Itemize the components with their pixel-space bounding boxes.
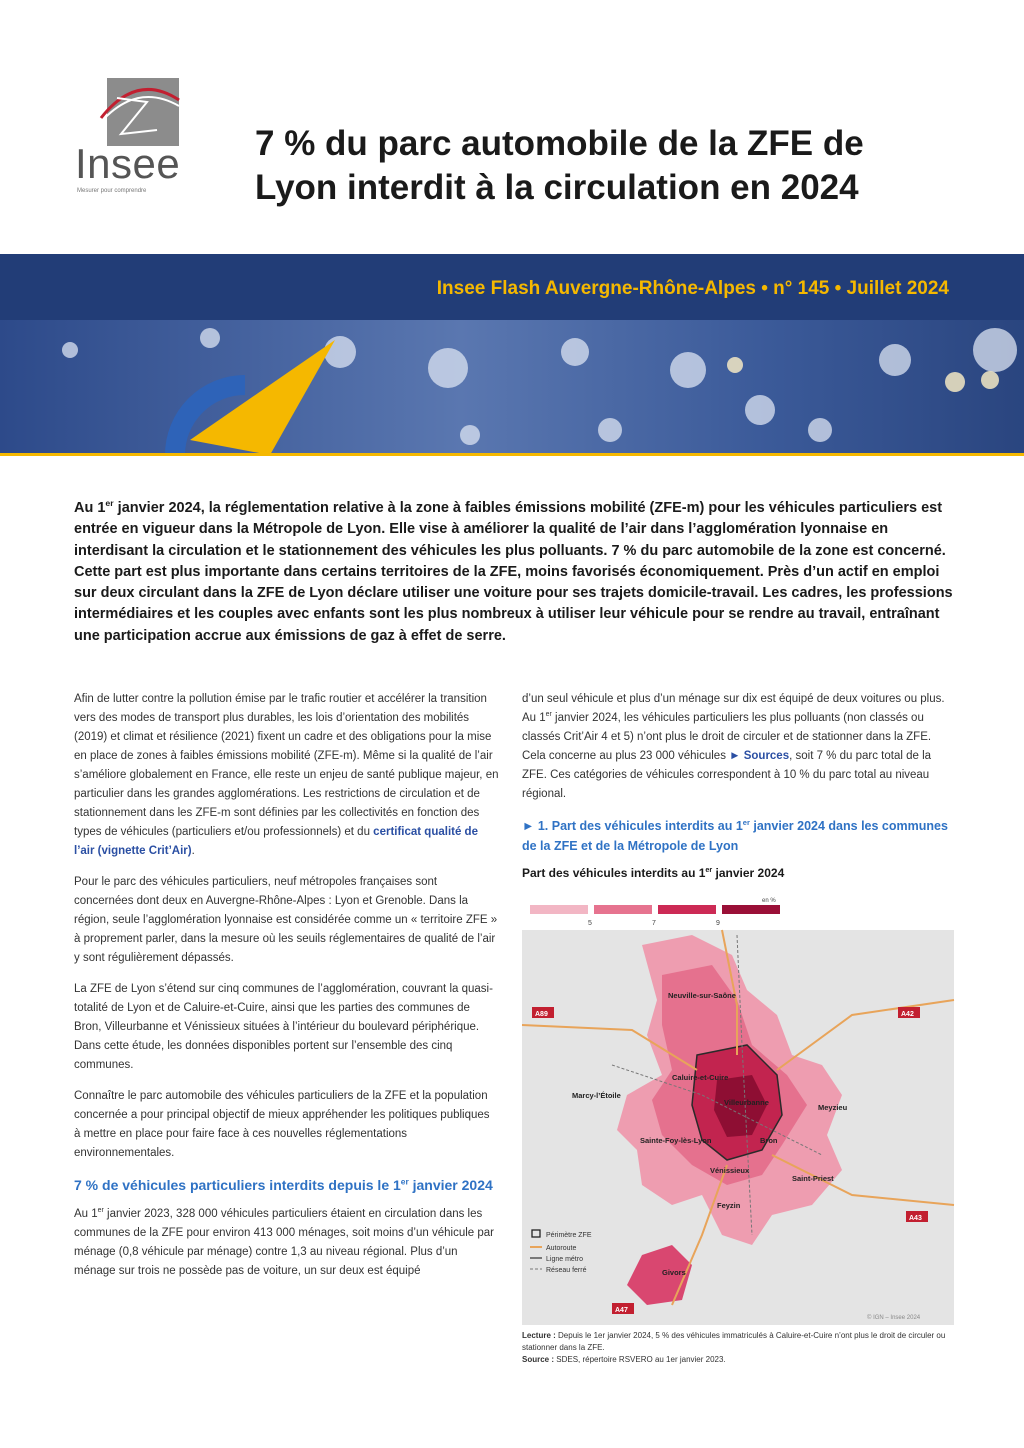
paragraph-sup: er [545,711,552,719]
road-label: A43 [909,1215,922,1222]
lead-text: janvier 2024, la réglementation relative à la zone à faibles émissions mobilité (ZFE-m) pour les véhicules particuliers est entrée en vigueur dans la Métropole de Lyon. Elle vise à améliorer la qualité de l’air dans l’agglomération lyonnaise en interdisant la circulation et le stationnement des véhicules les plus polluants. 7 % du parc automobile de la zone est concerné. Cette part est plus importante dans certains territoires de la ZFE, moins favorisés économiquement. Près d’un actif en emploi sur deux circulant dans la ZFE de Lyon déclare utiliser une voiture pour ses trajets domicile-travail. Les cadres, les professions intermédiaires et les couples avec enfants sont les plus nombreux à utiliser leur véhicule pour se rendre au travail, entraînant une participation accrue aux émissions de gaz à effet de serre. [74,500,953,644]
paragraph-text: Au 1 [522,712,546,724]
paragraph-text: janvier 2024, les véhicules particuliers les plus polluants (non classés ou classés Crit’Air 4 et 5) n’ont plus le droit de circuler et de stationner dans la ZFE. Cela concerne au plus 23 000 véhicules [522,712,932,762]
paragraph [74,690,499,861]
key-label: Réseau ferré [546,1267,587,1274]
legend-break-2: 7 [652,920,656,927]
figure-title-text: ► 1. Part des véhicules interdits au 1 [522,819,743,833]
figure-subtitle [522,864,954,882]
source-text: SDES, répertoire RSVERO au 1er janvier 2023. [554,1355,726,1364]
publication-label: Insee Flash Auvergne-Rhône-Alpes • n° 145 • Juillet 2024 [436,278,949,299]
legend-unit: en % [762,898,776,904]
publication-band [0,254,1024,322]
paragraph: La ZFE de Lyon s’étend sur cinq communes de l’agglomération, couvrant la quasi-totalité de Lyon et de Caluire-et-Cuire, ainsi que les parties des communes de Bron, Villeurbanne et Vénissieux situées à l’intérieur du boulevard périphérique. Dans cette étude, les données disponibles portent sur l’ensemble des cinq communes. [74,983,493,1071]
place-label: Feyzin [717,1201,741,1210]
place-label: Marcy-l’Étoile [572,1091,621,1100]
heading-text: 7 % de véhicules particuliers interdits depuis le 1 [74,1177,401,1193]
lecture-label: Lecture : [522,1331,556,1340]
logo-word: Insee [75,140,181,187]
place-label: Saint-Priest [792,1174,834,1183]
place-label: Sainte-Foy-lès-Lyon [640,1136,712,1145]
map-credit: © IGN – Insee 2024 [867,1315,921,1321]
heading-text-end: janvier 2024 [408,1177,493,1193]
source-label: Source : [522,1355,555,1364]
paragraph-sup: er [97,1207,104,1215]
logo-emblem [107,78,179,146]
paragraph-text: Au 1 [74,1208,98,1220]
road-label: A47 [615,1307,628,1314]
sources-link[interactable]: ► Sources [729,750,790,762]
logo-tagline: Mesurer pour comprendre [77,188,147,194]
figure-title[interactable] [522,816,954,856]
place-label: Neuville-sur-Saône [668,991,736,1000]
lead-prefix: Au 1 [74,500,106,516]
key-label: Autoroute [546,1245,577,1252]
lecture-text: Depuis le 1er janvier 2024, 5 % des véhicules immatriculés à Caluire-et-Cuire n’ont plus le droit de circuler ou stationner dans la ZFE. [522,1331,946,1352]
zfe-map [522,898,954,1325]
place-label: Caluire-et-Cuire [672,1073,729,1082]
legend-break-1: 5 [588,920,592,927]
paragraph-end: . [191,845,195,857]
legend-swatch-3 [658,905,716,914]
page-title: 7 % du parc automobile de la ZFE de Lyon interdit à la circulation en 2024 [255,124,864,207]
road-label: A42 [901,1011,914,1018]
lead-paragraph [74,498,954,647]
paragraph-text: Afin de lutter contre la pollution émise par le trafic routier et accélérer la transition vers des modes de transport plus durables, les lois d’orientation des mobilités (2019) et climat et résilience (2021) fixent un cadre et des obligations pour la mise en place de zones à faibles émissions mobilité (ZFE-m). Même si la qualité de l’air s’améliore globalement en France, elle reste un enjeu de santé publique majeur, en particulier dans les grandes agglomérations. Les restrictions de circulation et de stationnement dans les ZFE-m sont définies par les collectivités en fonction des types de véhicules (particuliers et/ou professionnels) et du [74,693,499,838]
figure-subtitle-sup: er [705,865,713,874]
place-label: Vénissieux [710,1166,750,1175]
figure-subtitle-text: Part des véhicules interdits au 1 [522,866,706,880]
place-label: Givors [662,1268,686,1277]
key-label: Périmètre ZFE [546,1232,592,1239]
hero-banner [0,320,1024,455]
lecture-note [522,1330,954,1354]
figure-title-sup: er [742,817,750,827]
paragraph: Pour le parc des véhicules particuliers, neuf métropoles françaises sont concernées dont deux en Auvergne-Rhône-Alpes : Lyon et Grenoble. Dans la région, seule l’agglomération lyonnaise est considérée comme un « territoire ZFE » à proprement parler, dans la mesure où les seuils réglementaires de qualité de l’air y sont régulièrement dépassés. [74,876,498,964]
key-label: Ligne métro [546,1256,583,1263]
critair-link[interactable]: certificat qualité de l’air (vignette Crit’Air) [74,826,478,857]
paragraph [522,709,954,804]
source-note [522,1354,954,1366]
section-heading [74,1175,499,1195]
figure-notes [522,1330,954,1366]
road-label: A89 [535,1011,548,1018]
insee-logo [75,78,185,198]
figure-subtitle-end: janvier 2024 [712,866,785,880]
paragraph: d’un seul véhicule et plus d’un ménage sur dix est équipé de deux voitures ou plus. [522,693,945,705]
heading-sup: er [400,1176,409,1187]
paragraph-text-end: , soit 7 % du parc total de la ZFE. Ces catégories de véhicules correspondent à 10 % du parc total au niveau régional. [522,750,932,800]
right-column [522,690,954,882]
legend-swatch-1 [530,905,588,914]
legend-swatch-4 [722,905,780,914]
legend-swatch-2 [594,905,652,914]
place-label: Meyzieu [818,1103,848,1112]
place-label: Villeurbanne [724,1098,769,1107]
figure-title-end: janvier 2024 dans les communes de la ZFE et de la Métropole de Lyon [522,819,948,853]
place-label: Bron [760,1136,778,1145]
paragraph [74,1205,499,1281]
legend-break-3: 9 [716,920,720,927]
paragraph-text-end: janvier 2023, 328 000 véhicules particuliers étaient en circulation dans les communes de la ZFE pour environ 413 000 ménages, soit moins d’un véhicule par ménage (0,8 véhicule par ménage) contre 1,3 au niveau régional. Plus d’un ménage sur trois ne possède pas de voiture, un sur deux est équipé [74,1208,494,1277]
hero-divider [0,453,1024,456]
left-column [74,690,499,1293]
lead-sup: er [105,498,114,509]
paragraph: Connaître le parc automobile des véhicules particuliers de la ZFE et la population concernée a pour principal objectif de mieux appréhender les politiques publiques à mettre en place pour faire face à ces nouvelles réglementations environnementales. [74,1090,490,1159]
